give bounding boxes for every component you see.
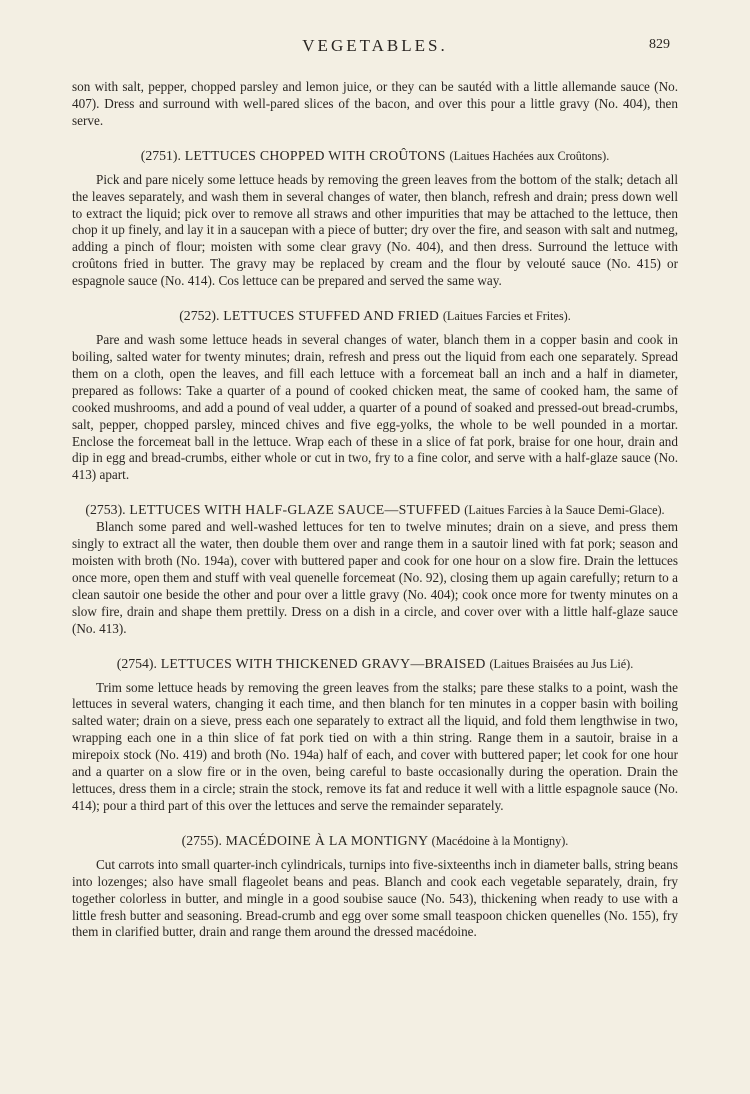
recipe-2752 [72, 307, 678, 484]
recipe-french-title: (Laitues Hachées aux Croûtons). [449, 148, 610, 163]
recipe-text: Blanch some pared and well-washed lettuces for ten to twelve minutes; drain on a sieve, and press them singly to extract all the water, then double them over and range them in a sautoir lined with fat pork; season and moisten with broth (No. 194a), cover with buttered paper and cook for one hour on a slow fire. Drain the lettuces once more, open them and stuff with veal quenelle forcemeat (No. 92), closing them up again carefully; return to a clean sautoir one beside the other and pour over a little gravy (No. 404); cook once more for twenty minutes on a slow fire, drain and shape them prettily. Dress on a dish in a circle, and cover over with a little half-glaze sauce (No. 413). [72, 519, 678, 636]
recipe-title: MACÉDOINE À LA MONTIGNY [225, 832, 428, 848]
recipe-text: Trim some lettuce heads by removing the green leaves from the stalks; pare these stalks to a point, wash the lettuces in several waters, changing it each time, and then blanch for ten minutes in a copper basin with boiling salted water; drain on a sieve, press each one separately to extract all the liquid, and fold them lengthwise in two, wrapping each one in a thin slice of fat pork tied on with a thin string. Range them in a sautoir, braise in a mirepoix stock (No. 419) and broth (No. 194a) half of each, and cover with buttered paper; let cook for one hour and a quarter on a slow fire or in the oven, being careful to baste occasionally during the operation. Drain the lettuces, dress them in a circle; strain the stock, remove its fat and reduce it well with a little espagnole sauce (No. 414); pour a third part of this over the lettuces and serve the remainder separately. [72, 679, 678, 813]
recipe-number: (2752). [179, 308, 220, 324]
recipe-number: (2755). [181, 832, 222, 848]
recipe-2753 [72, 501, 678, 637]
recipe-2751 [72, 147, 678, 290]
recipe-title: LETTUCES CHOPPED WITH CROÛTONS [184, 147, 446, 163]
recipe-number: (2754). [116, 655, 157, 671]
recipe-title: LETTUCES STUFFED AND FRIED [223, 308, 440, 324]
body-text [72, 79, 678, 941]
recipe-french-title: (Laitues Farcies à la Sauce Demi-Glace). [464, 503, 665, 518]
running-title: VEGETABLES. [302, 36, 448, 55]
continuation-paragraph [72, 79, 678, 130]
recipe-title: LETTUCES WITH HALF-GLAZE SAUCE—STUFFED [129, 502, 461, 518]
page-number: 829 [649, 37, 670, 52]
recipe-french-title: (Macédoine à la Montigny). [431, 833, 569, 848]
recipe-heading [72, 501, 678, 519]
recipe-heading [72, 307, 678, 325]
recipe-text: Cut carrots into small quarter-inch cylindricals, turnips into five-sixteenths inch in diameter balls, string beans into lozenges; also have small flageolet beans and peas. Blanch and cook each vegetable separately, drain, fry together colorless in butter, and mingle in a good soubise sauce (No. 543), thickening when ready to use with a little fresh butter and seasoning. Bread-crumb and egg over some small teaspoon chicken quenelles (No. 155), fry them in clarified butter, drain and range them around the dressed macédoine. [72, 856, 678, 940]
recipe-heading [72, 655, 678, 673]
recipe-heading [72, 832, 678, 850]
recipe-2755 [72, 832, 678, 942]
recipe-french-title: (Laitues Farcies et Frites). [442, 309, 571, 324]
recipe-heading [72, 147, 678, 165]
continuation-text: son with salt, pepper, chopped parsley and lemon juice, or they can be sautéd with a little allemande sauce (No. 407). Dress and surround with well-pared slices of the bacon, and over this pour a little gravy (No. 404), then serve. [72, 79, 678, 128]
recipe-text: Pick and pare nicely some lettuce heads by removing the green leaves from the bottom of the stalk; detach all the leaves separately, and wash them in several changes of water, then blanch, refresh and drain; press down well to extract the liquid; pick over to remove all straws and other impurities that may be attached to the lettuce, then chop it up finely, and lay it in a saucepan with a piece of butter; dry over the fire, and season with salt and nutmeg, adding a pinch of flour; moisten with some clear gravy (No. 404), and then dress. Surround the lettuce with croûtons fried in butter. The gravy may be replaced by cream and the flour by velouté sauce (No. 415) or espagnole sauce (No. 414). Cos lettuce can be prepared and served the same way. [72, 171, 678, 289]
recipe-number: (2753). [85, 502, 126, 518]
recipe-text: Pare and wash some lettuce heads in several changes of water, blanch them in a copper basin and cook in boiling, salted water for twenty minutes; drain, refresh and press out the liquid from each one separately. Spread them on a cloth, open the leaves, and fill each lettuce with a forcemeat ball an inch and a half in diameter, prepared as follows: Take a quarter of a pound of cooked chicken meat, the same of cooked ham, the same of cooked mushrooms, and add a pound of veal udder, a quarter of a pound of soaked and pressed-out bread-crumbs, salt, pepper, chopped parsley, minced chives and five egg-yolks, the whole to be well pounded in a mortar. Enclose the forcemeat ball in the lettuce. Wrap each of these in a slice of fat pork, braise for one hour, drain and dip in egg and bread-crumbs, either whole or cut in two, fry to a fine color, and serve with a half-glaze sauce (No. 413) apart. [72, 332, 678, 483]
recipe-2754 [72, 655, 678, 815]
recipe-french-title: (Laitues Braisées au Jus Lié). [489, 656, 634, 671]
recipe-title: LETTUCES WITH THICKENED GRAVY—BRAISED [160, 655, 486, 671]
recipe-number: (2751). [140, 147, 181, 163]
running-head [0, 36, 750, 60]
